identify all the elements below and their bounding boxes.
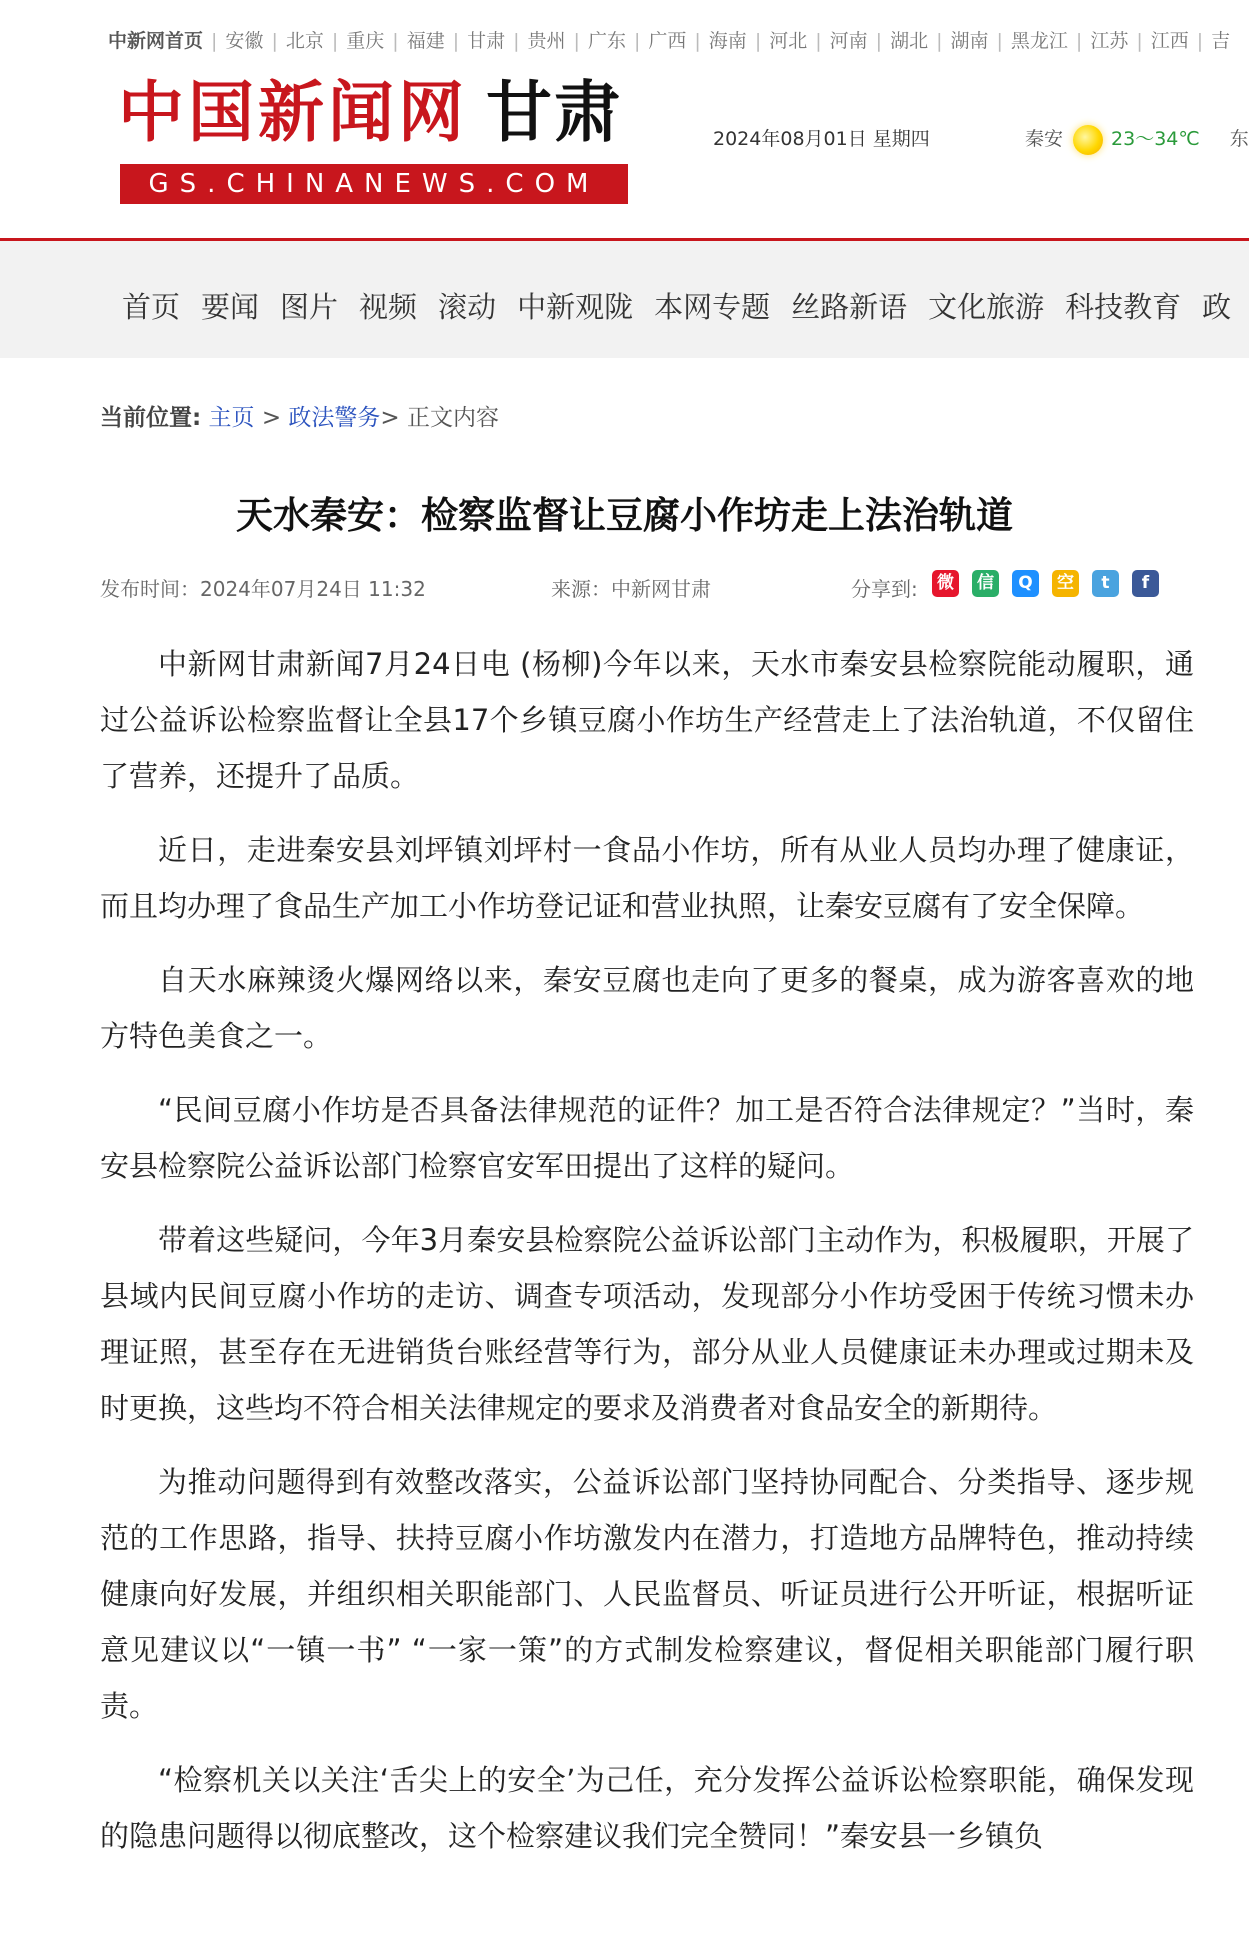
- region-separator: |: [513, 30, 520, 52]
- weather-temperature: 23～34℃: [1111, 128, 1200, 150]
- region-separator: |: [936, 30, 943, 52]
- logo-domain-bar: GS.CHINANEWS.COM: [120, 164, 628, 204]
- publish-time: 发布时间：2024年07月24日 11:32: [100, 577, 426, 601]
- region-separator: |: [392, 30, 399, 52]
- region-separator: |: [633, 30, 641, 52]
- region-separator: |: [815, 30, 822, 52]
- region-link[interactable]: 海南: [708, 30, 747, 52]
- region-link[interactable]: 江西: [1150, 30, 1189, 52]
- nav-item[interactable]: 首页: [122, 290, 181, 324]
- logo-region-text: 甘肃: [486, 73, 622, 151]
- weather-next-city: 东: [1229, 128, 1249, 150]
- breadcrumb-section-link[interactable]: 政法警务: [288, 405, 381, 431]
- article-paragraph: 自天水麻辣烫火爆网络以来，秦安豆腐也走向了更多的餐桌，成为游客喜欢的地方特色美食之一。: [100, 963, 1194, 1053]
- sunny-icon: [1073, 125, 1103, 155]
- region-link[interactable]: 安徽: [225, 30, 264, 52]
- nav-item[interactable]: 本网专题: [654, 290, 771, 324]
- nav-item[interactable]: 要闻: [201, 290, 260, 324]
- region-separator: |: [271, 30, 278, 52]
- article-paragraph: 中新网甘肃新闻7月24日电 (杨柳)今年以来，天水市秦安县检察院能动履职，通过公益诉讼检察监督让全县17个乡镇豆腐小作坊生产经营走上了法治轨道，不仅留住了营养，还提升了品质。: [100, 647, 1194, 793]
- region-link[interactable]: 河北: [769, 30, 808, 52]
- article-paragraph: “民间豆腐小作坊是否具备法律规范的证件？加工是否符合法律规定？”当时，秦安县检察院公益诉讼部门检察官安军田提出了这样的疑问。: [100, 1093, 1194, 1183]
- article-title: 天水秦安：检察监督让豆腐小作坊走上法治轨道: [236, 494, 1013, 537]
- region-separator: |: [694, 30, 701, 52]
- weather-widget: [1025, 124, 1249, 155]
- main-nav: [0, 241, 1249, 358]
- nav-item[interactable]: 丝路新语: [791, 290, 908, 324]
- nav-item[interactable]: 中新观陇: [517, 290, 634, 324]
- nav-item[interactable]: 视频: [359, 290, 418, 324]
- nav-item[interactable]: 滚动: [438, 290, 497, 324]
- region-link[interactable]: 江苏: [1090, 30, 1129, 52]
- qzone-icon[interactable]: 空: [1052, 570, 1079, 597]
- article-paragraph: “检察机关以关注‘舌尖上的安全’为己任，充分发挥公益诉讼检察职能，确保发现的隐患问题得以彻底整改，这个检察建议我们完全赞同！”秦安县一乡镇负: [100, 1763, 1194, 1853]
- main-nav-list: [122, 285, 1249, 326]
- region-separator: |: [573, 30, 580, 52]
- region-link[interactable]: 福建: [406, 30, 445, 52]
- region-link[interactable]: 吉: [1211, 30, 1231, 52]
- weibo-icon[interactable]: 微: [932, 570, 959, 597]
- region-separator: |: [331, 30, 339, 52]
- region-separator: |: [1136, 30, 1143, 52]
- region-separator: |: [875, 30, 883, 52]
- region-link[interactable]: 重庆: [346, 30, 385, 52]
- site-logo[interactable]: [118, 72, 628, 206]
- article-paragraph: 带着这些疑问，今年3月秦安县检察院公益诉讼部门主动作为，积极履职，开展了县域内民间豆腐小作坊的走访、调查专项活动，发现部分小作坊受困于传统习惯未办理证照，甚至存在无进销货台账经营等行为，部分从业人员健康证未办理或过期未及时更换，这些均不符合相关法律规定的要求及消费者对食品安全的新期待。: [100, 1223, 1194, 1425]
- nav-item[interactable]: 文化旅游: [928, 290, 1045, 324]
- region-separator: |: [1075, 30, 1083, 52]
- region-separator: |: [452, 30, 460, 52]
- current-date: 2024年08月01日 星期四: [713, 128, 930, 150]
- region-link[interactable]: 湖南: [950, 30, 989, 52]
- share-buttons: [932, 570, 1172, 600]
- breadcrumb-separator: >: [261, 405, 282, 431]
- region-link[interactable]: 广东: [587, 30, 626, 52]
- nav-item[interactable]: 政: [1202, 290, 1232, 324]
- chinanews-home-link[interactable]: 中新网首页: [108, 30, 204, 52]
- twitter-icon[interactable]: t: [1092, 570, 1119, 597]
- breadcrumb: [100, 399, 499, 432]
- region-link[interactable]: 河南: [829, 30, 868, 52]
- qq-icon[interactable]: Q: [1012, 570, 1039, 597]
- region-separator: |: [754, 30, 762, 52]
- region-link[interactable]: 广西: [648, 30, 687, 52]
- region-separator: |: [1196, 30, 1204, 52]
- nav-item[interactable]: 图片: [280, 290, 339, 324]
- breadcrumb-label: 当前位置:: [100, 405, 202, 431]
- region-separator: |: [996, 30, 1003, 52]
- region-link[interactable]: 湖北: [890, 30, 929, 52]
- region-link[interactable]: 甘肃: [467, 30, 506, 52]
- article-paragraph: 近日，走进秦安县刘坪镇刘坪村一食品小作坊，所有从业人员均办理了健康证，而且均办理了食品生产加工小作坊登记证和营业执照，让秦安豆腐有了安全保障。: [100, 833, 1194, 923]
- region-link[interactable]: 北京: [285, 30, 324, 52]
- region-link[interactable]: 黑龙江: [1010, 30, 1068, 52]
- article-paragraph: 为推动问题得到有效整改落实，公益诉讼部门坚持协同配合、分类指导、逐步规范的工作思路，指导、扶持豆腐小作坊激发内在潜力，打造地方品牌特色，推动持续健康向好发展，并组织相关职能部门、人民监督员、听证员进行公开听证，根据听证意见建议以“一镇一书” “一家一策”的方式制发检察建议，督促相关职能部门履行职责。: [100, 1465, 1194, 1723]
- region-link-bar: [108, 26, 1230, 53]
- breadcrumb-current: > 正文内容: [380, 405, 500, 431]
- weather-city: 秦安: [1025, 128, 1064, 150]
- article-source: 来源：中新网甘肃: [551, 577, 711, 601]
- region-link[interactable]: 贵州: [527, 30, 566, 52]
- facebook-icon[interactable]: f: [1132, 570, 1159, 597]
- nav-item[interactable]: 科技教育: [1065, 290, 1182, 324]
- wechat-icon[interactable]: 信: [972, 570, 999, 597]
- share-label: 分享到:: [851, 577, 918, 601]
- article-body: [100, 636, 1194, 1882]
- region-separator: |: [211, 30, 218, 52]
- logo-chinese-text: 中国新闻网: [118, 73, 468, 151]
- breadcrumb-home-link[interactable]: 主页: [208, 405, 255, 431]
